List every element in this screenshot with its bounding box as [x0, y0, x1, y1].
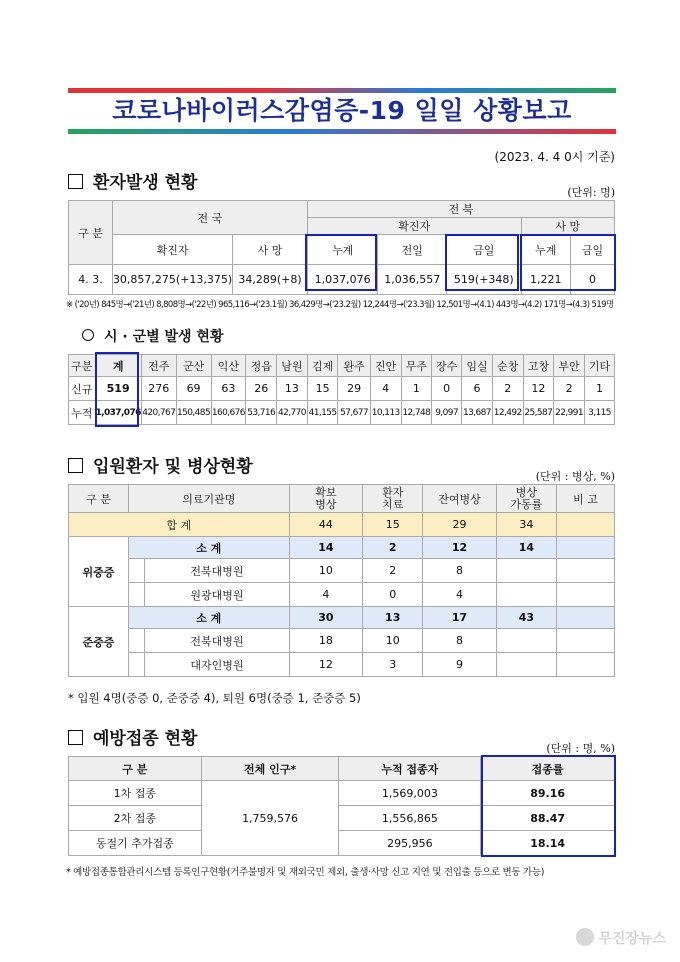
highlight-box — [305, 234, 377, 291]
hospital-beds: 4 — [289, 583, 363, 607]
jb-cum-header: 누계 — [307, 235, 378, 265]
city-cell: 2 — [554, 377, 585, 401]
city-cell: 53,716 — [246, 401, 277, 425]
section-vaccination-title — [68, 724, 197, 749]
severe-label: 위중증 — [69, 537, 129, 607]
total-note — [556, 513, 614, 537]
hh-name: 의료기관명 — [128, 485, 289, 513]
vh-rate: 접종률 — [481, 757, 615, 781]
city-header: 전주 — [141, 355, 176, 377]
city-cell: 15 — [307, 377, 338, 401]
jb-death-today-value: 0 — [571, 265, 615, 295]
hospital-rem: 4 — [423, 583, 497, 607]
hospital-table — [68, 484, 615, 677]
hospital-rate — [496, 583, 556, 607]
city-cell: 12,748 — [401, 401, 432, 425]
city-cell: 29 — [338, 377, 370, 401]
city-header: 부안 — [554, 355, 585, 377]
highlight-box — [95, 352, 139, 427]
jeonbuk-deaths-header: 사 망 — [521, 218, 614, 235]
hh-pts: 환자 치료 — [363, 485, 423, 513]
checkbox-icon — [68, 174, 83, 189]
city-cell: 26 — [246, 377, 277, 401]
city-header: 순창 — [492, 355, 523, 377]
city-cell: 22,991 — [554, 401, 585, 425]
page-title: 코로나바이러스감염증-19 일일 상황보고 — [112, 96, 572, 125]
checkbox-icon — [68, 458, 83, 473]
total-beds: 44 — [289, 513, 363, 537]
city-cell: 41,155 — [307, 401, 338, 425]
hospital-beds: 18 — [289, 629, 363, 653]
hospital-name: 전북대병원 — [145, 559, 289, 583]
hospital-pts: 3 — [363, 653, 423, 677]
hh-group: 구 분 — [69, 485, 129, 513]
moderate-label: 준중증 — [69, 607, 129, 677]
circle-icon — [82, 329, 94, 341]
city-cell: 63 — [211, 377, 246, 401]
highlight-box — [445, 234, 519, 291]
city-header: 김제 — [307, 355, 338, 377]
unit-label: (단위 : 병상, %) — [535, 470, 615, 483]
jb-death-cum-value: 1,221 — [521, 265, 570, 295]
cities-title — [82, 326, 223, 346]
dose-count: 295,956 — [339, 831, 481, 856]
hh-beds: 확보 병상 — [289, 485, 363, 513]
jb-today-value: 519(+348) — [447, 265, 522, 295]
city-header: 무주 — [401, 355, 432, 377]
checkbox-icon — [68, 730, 83, 745]
city-cell: 42,770 — [277, 401, 308, 425]
hospital-rate — [496, 653, 556, 677]
city-cell: 276 — [141, 377, 176, 401]
city-cell: 0 — [432, 377, 462, 401]
city-cell: 57,677 — [338, 401, 370, 425]
city-header: 진안 — [370, 355, 401, 377]
jb-prev-value: 1,036,557 — [378, 265, 447, 295]
section-title-text: 예방접종 현황 — [93, 729, 198, 749]
hospital-rate — [496, 559, 556, 583]
hospital-pts: 0 — [363, 583, 423, 607]
watermark — [576, 928, 666, 948]
jeonbuk-header: 전 북 — [307, 201, 614, 218]
city-header: 남원 — [277, 355, 308, 377]
section-title-text: 입원환자 및 병상현황 — [93, 457, 253, 477]
hh-note: 비 고 — [556, 485, 614, 513]
moderate-sub-pts: 13 — [363, 607, 423, 629]
hospital-name: 전북대병원 — [145, 629, 289, 653]
city-header: 익산 — [211, 355, 246, 377]
vaccination-note: * 예방접종통합관리시스템 등록인구현황(거주불명자 및 재외국민 제외, 출생·사망 신고 지연 및 전입출 등으로 변동 가능) — [66, 867, 545, 878]
hospital-note — [556, 653, 614, 677]
hh-rem: 잔여병상 — [423, 485, 497, 513]
indent-cell — [128, 583, 144, 607]
dose-rate: 88.47 — [481, 806, 615, 831]
hospital-note — [556, 559, 614, 583]
severe-sub-note — [556, 537, 614, 559]
city-cell: 69 — [176, 377, 211, 401]
national-deaths-header: 사 망 — [233, 235, 308, 265]
indent-cell — [128, 559, 144, 583]
jb-death-today-header: 금일 — [571, 235, 615, 265]
hospital-note: * 입원 4명(중증 0, 준중증 4), 퇴원 6명(중증 1, 준중증 5) — [68, 691, 361, 705]
city-header: 정읍 — [246, 355, 277, 377]
hospital-beds: 12 — [289, 653, 363, 677]
dose-label: 2차 접종 — [69, 806, 202, 831]
city-header: 임실 — [462, 355, 493, 377]
city-cell: 420,767 — [141, 401, 176, 425]
vh-population: 전체 인구* — [201, 757, 339, 781]
national-confirmed-header: 확진자 — [112, 235, 232, 265]
severe-sub-pts: 2 — [363, 537, 423, 559]
city-cell: 3,115 — [584, 401, 614, 425]
city-cell: 10,113 — [370, 401, 401, 425]
dose-rate: 89.16 — [481, 781, 615, 806]
total-label: 합 계 — [69, 513, 290, 537]
jb-prev-header: 전일 — [378, 235, 447, 265]
dose-count: 1,556,865 — [339, 806, 481, 831]
section-patients-title — [68, 168, 197, 193]
population-value: 1,759,576 — [201, 781, 339, 856]
city-cell: 6 — [462, 377, 493, 401]
city-header: 군산 — [176, 355, 211, 377]
title-banner — [68, 88, 616, 134]
hh-rate: 병상 가동률 — [496, 485, 556, 513]
city-cell: 160,676 — [211, 401, 246, 425]
cities-title-text: 시 · 군별 발생 현황 — [104, 329, 224, 345]
city-cell: 150,485 — [176, 401, 211, 425]
severe-sub-rem: 12 — [423, 537, 497, 559]
unit-label: (단위 : 명, %) — [546, 742, 615, 755]
city-cell: 12 — [523, 377, 554, 401]
jeonbuk-confirmed-header: 확진자 — [307, 218, 521, 235]
indent-cell — [128, 653, 144, 677]
jb-today-header: 금일 — [447, 235, 522, 265]
title-stripe-bottom — [68, 129, 616, 134]
total-pts: 15 — [363, 513, 423, 537]
hospital-note — [556, 629, 614, 653]
cities-table — [68, 354, 615, 425]
city-header: 계 — [95, 355, 141, 377]
city-header: 완주 — [338, 355, 370, 377]
moderate-subtotal-label: 소 계 — [128, 607, 289, 629]
dose-label: 1차 접종 — [69, 781, 202, 806]
total-rate: 34 — [496, 513, 556, 537]
city-cell: 1 — [584, 377, 614, 401]
city-cell: 2 — [492, 377, 523, 401]
hospital-rem: 8 — [423, 629, 497, 653]
national-header: 전 국 — [112, 201, 307, 235]
moderate-sub-rate: 43 — [496, 607, 556, 629]
row-date: 4. 3. — [69, 265, 113, 295]
vh-count: 누적 접종자 — [339, 757, 481, 781]
hospital-rem: 9 — [423, 653, 497, 677]
city-cell: 519 — [95, 377, 141, 401]
hospital-pts: 2 — [363, 559, 423, 583]
city-cell: 12,492 — [492, 401, 523, 425]
city-col-group: 구분 — [69, 355, 96, 377]
severe-subtotal-label: 소 계 — [128, 537, 289, 559]
city-header: 기타 — [584, 355, 614, 377]
city-header: 장수 — [432, 355, 462, 377]
unit-label: (단위: 명) — [567, 186, 615, 199]
highlight-box — [481, 755, 616, 857]
national-deaths-value: 34,289(+8) — [233, 265, 308, 295]
severe-sub-rate: 14 — [496, 537, 556, 559]
hospital-rate — [496, 629, 556, 653]
moderate-sub-beds: 30 — [289, 607, 363, 629]
city-row-label: 신규 — [69, 377, 96, 401]
watermark-text: 무진장뉴스 — [598, 931, 666, 947]
dose-rate: 18.14 — [481, 831, 615, 856]
jb-death-cum-header: 누계 — [521, 235, 570, 265]
city-cell: 9,097 — [432, 401, 462, 425]
city-row-label: 누적 — [69, 401, 96, 425]
hospital-pts: 10 — [363, 629, 423, 653]
highlight-box — [520, 234, 616, 291]
dose-label: 동절기 추가접종 — [69, 831, 202, 856]
total-rem: 29 — [423, 513, 497, 537]
moderate-sub-note — [556, 607, 614, 629]
hospital-beds: 10 — [289, 559, 363, 583]
hospital-name: 원광대병원 — [145, 583, 289, 607]
national-confirmed-value: 30,857,275(+13,375) — [112, 265, 232, 295]
city-cell: 1 — [401, 377, 432, 401]
hospital-note — [556, 583, 614, 607]
vh-group: 구 분 — [69, 757, 202, 781]
patients-footnote: ※ ('20년) 845명→('21년) 8,808명→('22년) 965,116→('23.1월) 36,429명→('23.2월) 12,244명→('23.3월) 12,501명→(4.1) 443명→(4.2) 171명→(4.3) 519명 — [66, 300, 614, 310]
city-header: 고창 — [523, 355, 554, 377]
city-cell: 13,687 — [462, 401, 493, 425]
severe-sub-beds: 14 — [289, 537, 363, 559]
watermark-logo-icon — [576, 928, 594, 946]
city-cell: 4 — [370, 377, 401, 401]
dose-count: 1,569,003 — [339, 781, 481, 806]
city-cell: 13 — [277, 377, 308, 401]
col-group-header: 구 분 — [69, 201, 113, 265]
indent-cell — [128, 629, 144, 653]
city-cell: 25,587 — [523, 401, 554, 425]
section-title-text: 환자발생 현황 — [93, 173, 198, 193]
hospital-rem: 8 — [423, 559, 497, 583]
report-date: (2023. 4. 4 0시 기준) — [494, 150, 615, 164]
jb-cum-value: 1,037,076 — [307, 265, 378, 295]
section-hospital-title — [68, 452, 253, 477]
moderate-sub-rem: 17 — [423, 607, 497, 629]
hospital-name: 대자인병원 — [145, 653, 289, 677]
city-cell: 1,037,076 — [95, 401, 141, 425]
